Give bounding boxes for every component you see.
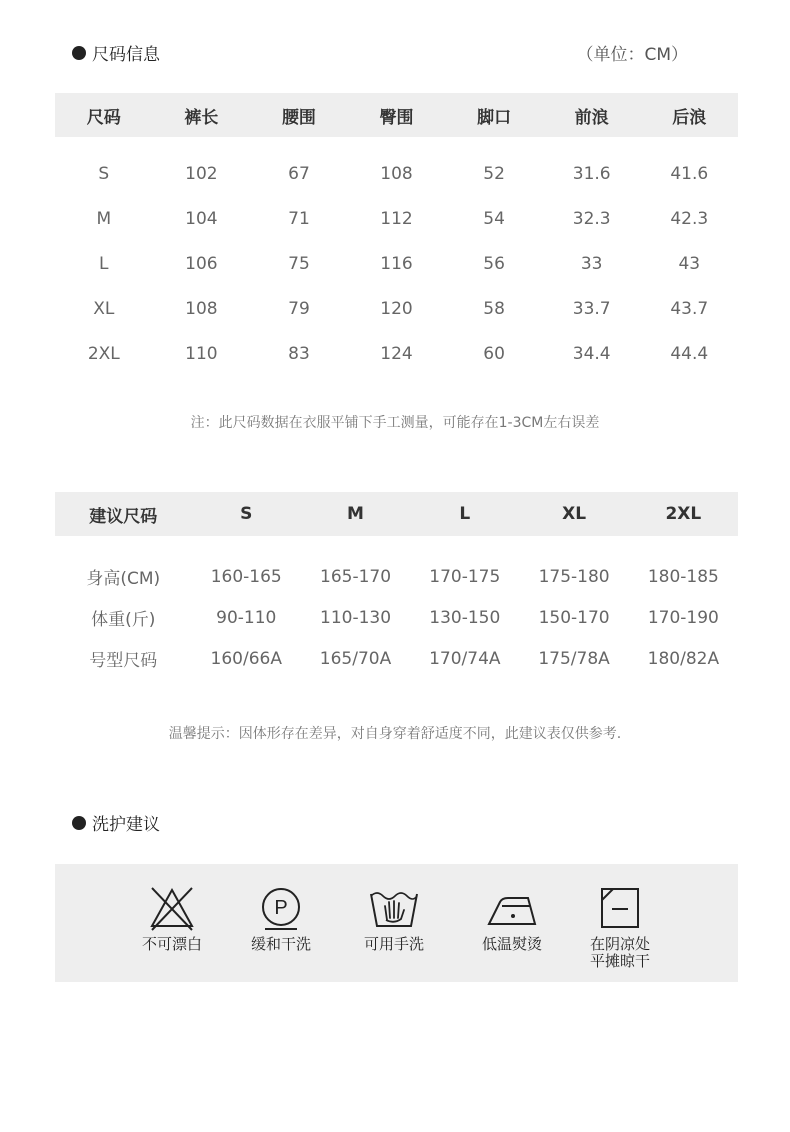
table-row xyxy=(55,196,738,241)
table-row xyxy=(55,151,738,196)
table-cell: 160-165 xyxy=(210,566,282,587)
table-cell: 170-175 xyxy=(429,566,501,587)
care-label xyxy=(575,936,665,970)
care-label: 缓和干洗 xyxy=(250,935,311,953)
table-cell: 110-130 xyxy=(320,607,392,628)
table-cell: 180/82A xyxy=(647,648,720,669)
care-item-no-bleach xyxy=(127,886,217,953)
table-cell: 130-150 xyxy=(429,607,501,628)
table-cell: 60 xyxy=(483,343,505,364)
header-cell: XL xyxy=(562,504,587,524)
care-item-dry-clean xyxy=(236,886,326,953)
table-cell: 120 xyxy=(380,298,413,319)
care-title-text: 洗护建议 xyxy=(92,815,160,835)
care-icons-panel xyxy=(55,864,738,982)
size-info-title xyxy=(72,40,160,65)
low-iron-icon xyxy=(486,886,538,932)
table-cell: 56 xyxy=(483,253,505,274)
shade-dry-flat-icon xyxy=(596,886,644,932)
table-cell: 42.3 xyxy=(670,208,709,229)
table-cell: 31.6 xyxy=(572,163,611,184)
table-cell: 104 xyxy=(185,208,218,229)
table-cell: 180-185 xyxy=(647,566,719,587)
table-cell: 43 xyxy=(678,253,701,274)
size-info-title-text: 尺码信息 xyxy=(92,45,160,65)
table-cell: 32.3 xyxy=(572,208,611,229)
table-cell: 号型尺码 xyxy=(89,651,158,671)
table-cell: S xyxy=(98,163,110,184)
care-label-line: 在阴凉处 xyxy=(589,935,650,953)
table-cell: XL xyxy=(93,298,115,319)
unit-label: （单位：CM） xyxy=(576,45,688,65)
recommend-table-header xyxy=(55,492,738,536)
table-cell: 160/66A xyxy=(210,648,282,669)
table-cell: 52 xyxy=(483,163,505,184)
size-table-header xyxy=(55,93,738,137)
table-row xyxy=(55,286,738,331)
header-cell: 建议尺码 xyxy=(89,506,158,527)
table-cell: 116 xyxy=(380,253,413,274)
table-cell: 112 xyxy=(380,208,413,229)
table-cell: 43.7 xyxy=(670,298,709,319)
header-cell: 腰围 xyxy=(281,107,316,128)
table-cell: 90-110 xyxy=(216,607,277,628)
table-row xyxy=(55,331,738,376)
header-cell: S xyxy=(240,504,253,524)
header-cell: L xyxy=(459,504,471,524)
recommend-note: 温馨提示：因体形存在差异，对自身穿着舒适度不同，此建议表仅供参考. xyxy=(168,726,622,742)
recommend-table-body xyxy=(55,536,738,679)
table-row xyxy=(55,556,738,597)
size-table-body xyxy=(55,137,738,376)
table-cell: 170/74A xyxy=(429,648,501,669)
bullet-dot-icon xyxy=(72,816,86,830)
table-cell: 33.7 xyxy=(572,298,611,319)
table-cell: 身高(CM) xyxy=(86,569,161,589)
table-cell: 175/78A xyxy=(538,648,610,669)
care-label: 不可漂白 xyxy=(141,935,202,953)
dry-clean-p-icon xyxy=(257,886,305,932)
table-cell: M xyxy=(96,208,112,229)
table-cell: 124 xyxy=(380,343,413,364)
table-cell: 75 xyxy=(288,253,310,274)
header-cell: 臀围 xyxy=(379,107,414,128)
table-cell: 33 xyxy=(580,253,603,274)
header-cell: 裤长 xyxy=(184,107,219,128)
hand-wash-icon xyxy=(368,886,420,932)
care-label: 可用手洗 xyxy=(363,935,424,953)
table-cell: 165-170 xyxy=(320,566,392,587)
table-cell: 体重(斤) xyxy=(91,610,156,630)
table-cell: 44.4 xyxy=(670,343,709,364)
table-row xyxy=(55,241,738,286)
header-cell: 后浪 xyxy=(672,107,707,128)
no-bleach-icon xyxy=(148,886,196,932)
table-cell: 67 xyxy=(288,163,310,184)
table-cell: 102 xyxy=(185,163,218,184)
table-cell: 2XL xyxy=(87,343,120,364)
table-cell: 150-170 xyxy=(538,607,610,628)
table-cell: L xyxy=(99,253,109,274)
table-cell: 41.6 xyxy=(670,163,709,184)
table-cell: 83 xyxy=(288,343,310,364)
header-cell: 前浪 xyxy=(574,107,609,128)
table-cell: 108 xyxy=(185,298,218,319)
size-note: 注：此尺码数据在衣服平铺下手工测量，可能存在1-3CM左右误差 xyxy=(190,415,600,431)
recommend-table xyxy=(55,492,738,679)
table-cell: 170-190 xyxy=(647,607,719,628)
care-item-hand-wash xyxy=(349,886,439,953)
care-title xyxy=(72,810,160,835)
table-cell: 165/70A xyxy=(319,648,392,669)
table-cell: 106 xyxy=(185,253,218,274)
table-cell: 79 xyxy=(288,298,310,319)
table-cell: 110 xyxy=(185,343,218,364)
care-label: 低温熨烫 xyxy=(481,935,542,953)
table-cell: 175-180 xyxy=(538,566,610,587)
table-cell: 54 xyxy=(483,208,505,229)
table-cell: 34.4 xyxy=(572,343,611,364)
table-row xyxy=(55,597,738,638)
care-item-shade-dry xyxy=(575,886,665,970)
size-table xyxy=(55,93,738,376)
care-label-line: 平摊晾干 xyxy=(589,952,650,970)
header-cell: M xyxy=(347,504,364,524)
bullet-dot-icon xyxy=(72,46,86,60)
table-cell: 71 xyxy=(288,208,310,229)
table-cell: 108 xyxy=(380,163,413,184)
header-cell: 2XL xyxy=(665,504,702,524)
svg-text:P: P xyxy=(274,897,288,919)
table-row xyxy=(55,638,738,679)
header-cell: 尺码 xyxy=(86,107,121,128)
table-cell: 58 xyxy=(483,298,505,319)
care-item-low-iron xyxy=(467,886,557,953)
header-cell: 脚口 xyxy=(477,107,512,128)
